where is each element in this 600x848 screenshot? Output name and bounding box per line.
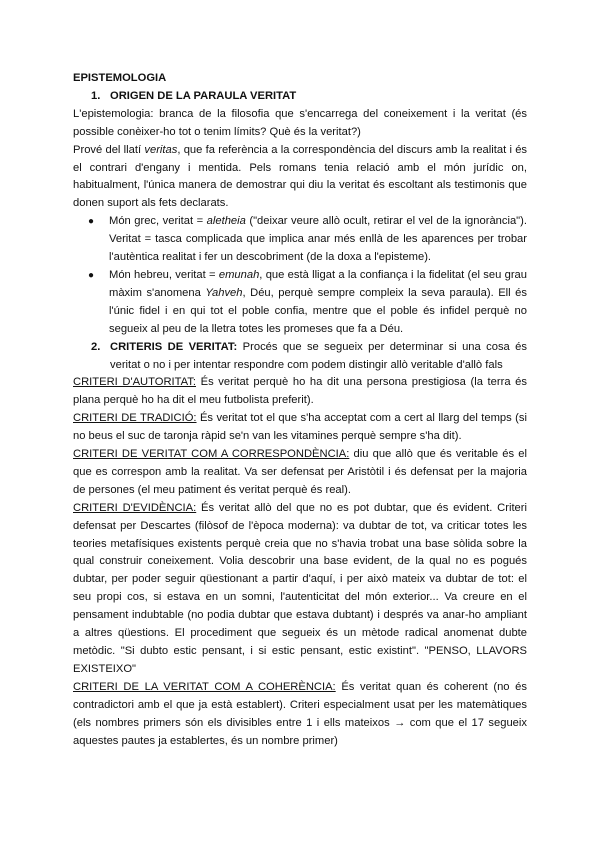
bullet-icon: ● [88,269,95,281]
document-heading: EPISTEMOLOGIA [73,72,167,84]
list-item-greek-part-a: Món grec, veritat = [109,215,207,228]
bullet-list [73,213,527,338]
criterion-name: CRITERI D'EVIDÈNCIA: [73,501,197,514]
section-2-number: 2. [91,340,101,353]
term-veritas: veritas [144,143,178,156]
criterion-text: És veritat quan és coherent (no és contradictori amb el que ja està establert). Criteri especialment usat per les matemàtiques (els nombres primers són els divisibles entre 1 i ells mateixos → com que el 17 segueix aquestes pautes ja establertes, és un nombre primer) [73,680,527,747]
term-emunah: emunah [218,268,260,281]
list-item-hebrew-part-a: Món hebreu, veritat = [109,268,219,281]
paragraph-veritas-part-b: , que fa referència a la correspondència del discurs amb la realitat i és el contrari d'engany i mentida. Pels romans tenia relació amb el món jurídic on, habitualment, l'única manera de demostrar qui diu la veritat és escoltant als testimonis que donen suport als fets declarats. [73,143,528,210]
paragraph-veritas [73,142,527,214]
criterion-name: CRITERI DE VERITAT COM A CORRESPONDÈNCIA: [73,448,350,461]
list-item-hebrew [73,267,527,339]
criterion-text: És veritat perquè ho ha dit una persona prestigiosa (la terra és plana perquè ho ha dit el meu futbolista preferit). [73,376,527,407]
list-item-greek-part-b: ("deixar veure allò ocult, retirar el vel de la ignorància"). Veritat = tasca complicada que implica anar més enllà de les aparences per trobar l'autèntica realitat i fer un descobriment (de la doxa a l'episteme). [109,215,527,264]
criterion-name: CRITERI DE TRADICIÓ: [73,412,197,425]
criterion-name: CRITERI DE LA VERITAT COM A COHERÈNCIA: [73,680,336,693]
term-aletheia: aletheia [206,215,246,228]
list-item-hebrew-part-c: , Déu, perquè sempre compleix la seva paraula). Ell és l'únic fidel i en qui tot el poble confia, mentre que el poble és infidel perquè no segueix al peu de la lletra totes les promeses que fa a Déu. [109,286,527,335]
section-1-heading [91,88,527,106]
section-1-title: ORIGEN DE LA PARAULA VERITAT [110,89,297,102]
criterion-coherence [73,679,527,751]
document-body [73,70,527,750]
criterion-authority [73,374,527,410]
paragraph-veritas-part-a: Prové del llatí [73,143,145,156]
section-2-title: CRITERIS DE VERITAT: [110,340,238,353]
list-item-greek [73,213,527,267]
criterion-text: És veritat allò del que no es pot dubtar, que és evident. Criteri defensat per Descartes (filòsof de l'època moderna): va dubtar de tot, va criticar totes les teories metafísiques existents perquè creia que no s'havia trobat una base sòlida sobre la qual construir coneixement. Volia descobrir una base evident, de la qual no es pogués dubtar, per poder seguir qüestionant a partir d'aquí, i per això mateix va dubtar de tot: el seu propi cos, si estava en un somni, l'autenticitat del món exterior... Va creure en el pensament indubtable (no podia dubtar que estava dubtant) i després va anar-ho ampliant a altres qüestions. El procediment que segueix és un mètode radical anomenat dubte metòdic. "Si dubto estic pensant, i si estic pensant, estic existint". "PENSO, LLAVORS EXISTEIXO" [73,501,527,675]
section-2-body [110,339,527,375]
section-2 [91,339,527,375]
criterion-tradition [73,410,527,446]
section-1-number: 1. [91,89,101,102]
criterion-text: És veritat tot el que s'ha acceptat com a cert al llarg del temps (si no beus el suc de taronja ràpid se'n van les vitamines perquè sempre s'ha dit). [73,412,527,443]
paragraph-epistemology-definition: L'epistemologia: branca de la filosofia que s'encarrega del coneixement i la veritat (és possible conèixer-ho tot o tenim límits? Què és la veritat?) [73,107,527,138]
criterion-name: CRITERI D'AUTORITAT: [73,376,196,389]
criterion-evidence [73,500,527,679]
section-2-text: Procés que se segueix per determinar si una cosa és veritat o no i per intentar respondre com podem distingir allò veritable d'allò fals [110,340,527,371]
term-yahveh: Yahveh [205,286,243,299]
criterion-correspondence [73,446,527,500]
list-item-hebrew-part-b: , que està lligat a la confiança i la fidelitat (el seu grau màxim s'anomena [109,268,527,299]
criterion-text: diu que allò que és veritable és el que es correspon amb la realitat. Va ser defensat per Aristòtil i és defensat per la majoria de persones (el meu patiment és veritat perquè és real). [73,448,527,496]
bullet-icon: ● [88,216,95,228]
